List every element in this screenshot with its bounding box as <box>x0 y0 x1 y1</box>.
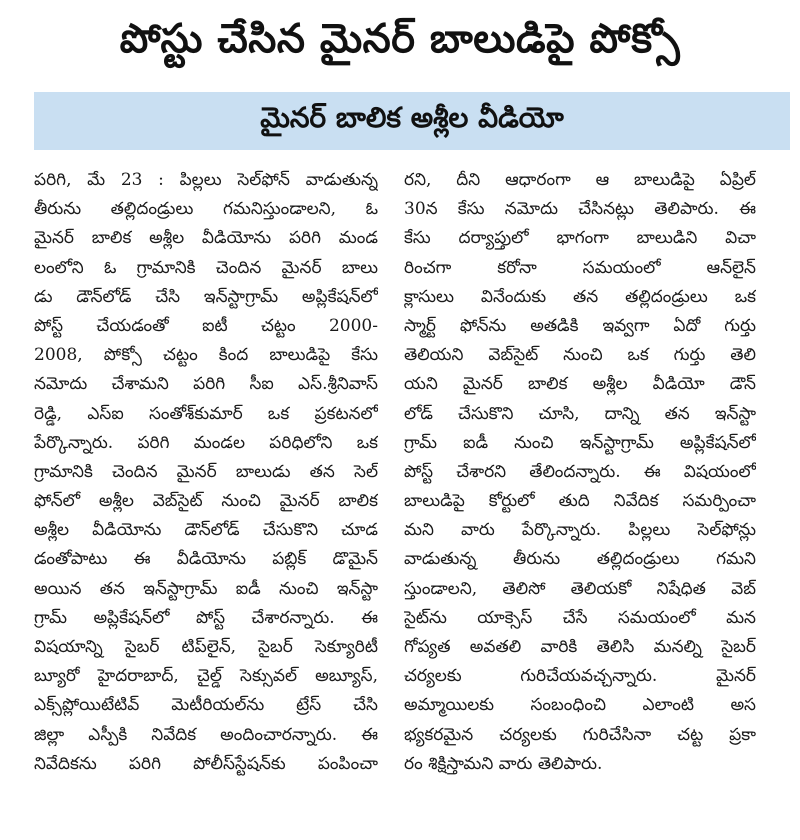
article-line: అశ్లీల వీడియోను డౌన్‌లోడ్ చేసుకొని చూడ <box>34 520 378 541</box>
article-line: సైట్‌ను యాక్సెస్ చేసే సమయంలో మన <box>404 607 756 628</box>
article-line: డంతోపాటు ఈ వీడియోను పబ్లిక్ డొమైన్ <box>34 549 378 570</box>
article-line: గ్రామ్ అప్లికేషన్‌లో పోస్ట్ చేశారన్నారు. ఈ <box>34 607 378 628</box>
article-line: రని, దీని ఆధారంగా ఆ బాలుడిపై ఏప్రిల్ <box>404 170 756 190</box>
article-line: ఫోన్‌లో అశ్లీల వెబ్‌సైట్ నుంచి మైనర్ బాలిక <box>34 491 378 512</box>
article-line: లోడ్ చేసుకొని చూసి, దాన్ని తన ఇన్‌స్టా <box>404 403 756 424</box>
article-line: 30న కేసు నమోదు చేసినట్లు తెలిపారు. ఈ <box>404 199 756 220</box>
article-line: బ్యూరో హైదరాబాద్, చైల్డ్ సెక్సువల్ అబ్యూస్, <box>34 666 378 687</box>
article-line: నివేదికను పరిగి పోలీస్‌స్టేషన్‌కు పంపించా <box>34 753 378 774</box>
article-line: పోస్ట్ చేయడంతో ఐటీ చట్టం 2000- <box>34 315 378 336</box>
article-line: రం శిక్షిస్తామని వారు తెలిపారు. <box>404 753 603 774</box>
article-column-left <box>34 166 378 836</box>
article-line: 2008, పోక్సో చట్టం కింద బాలుడిపై కేసు <box>34 345 378 366</box>
headline: పోస్టు చేసిన మైనర్ బాలుడిపై పోక్సో <box>119 16 681 62</box>
article-line: గోప్యత అవతలి వారికి తెలిసి మనల్ని సైబర్ <box>404 637 756 657</box>
article-line: యని మైనర్ బాలిక అశ్లీల వీడియో డౌన్ <box>404 374 756 395</box>
article-line: కేసు దర్యాప్తులో భాగంగా బాలుడిని విచా <box>404 228 756 249</box>
subheadline-banner <box>34 92 790 150</box>
article-line: మని వారు పేర్కొన్నారు. పిల్లలు సెల్‌ఫోన్లు <box>404 520 756 541</box>
article-line: పేర్కొన్నారు. పరిగి మండల పరిధిలోని ఒక <box>34 432 378 453</box>
article-line: నమోదు చేశామని పరిగి సీఐ ఎస్.శ్రీనివాస్ <box>34 374 378 395</box>
article-line: జిల్లా ఎస్పీకి నివేదిక అందించారన్నారు. ఈ <box>34 724 378 745</box>
article-line: తెలియని వెబ్‌సైట్ నుంచి ఒక గుర్తు తెలి <box>404 345 756 366</box>
article-line: పరిగి, మే 23 : పిల్లలు సెల్‌ఫోన్ వాడుతున్న <box>34 170 378 190</box>
article-line: స్మార్ట్ ఫోన్‌ను అతడికి ఇవ్వగా ఏదో గుర్తు <box>404 315 756 336</box>
article-line: భ్యకరమైన చర్యలకు గురిచేసినా చట్ట ప్రకా <box>404 724 756 745</box>
article-line: విషయాన్ని సైబర్ టిప్‌లైన్, సైబర్ సెక్యూరిటీ <box>34 637 378 657</box>
article-line: స్తుండాలని, తెలిసో తెలియకో నిషేధిత వెబ్ <box>404 578 756 599</box>
article-line: అమ్మాయిలకు సంబంధించి ఎలాంటి అస <box>404 695 756 716</box>
article-line: బాలుడిపై కోర్టులో తుది నివేదిక సమర్పించా <box>404 491 756 512</box>
article-line: వాడుతున్న తీరును తల్లిదండ్రులు గమని <box>404 549 756 570</box>
subheadline: మైనర్ బాలిక అశ్లీల వీడియో <box>260 101 564 134</box>
article-line: గ్రామానికి చెందిన మైనర్ బాలుడు తన సెల్ <box>34 461 378 482</box>
article-line: ఎక్స్‌ప్లోయిటేటివ్ మెటీరియల్‌ను ట్రేస్ చేసి <box>34 695 378 716</box>
article-line: గ్రామ్ ఐడీ నుంచి ఇన్‌స్టాగ్రామ్ అప్లికేషన్‌లో <box>404 432 756 453</box>
article-line: క్లాసులు వినేందుకు తన తల్లిదండ్రులు ఒక <box>404 286 756 307</box>
article-line: రెడ్డి, ఎస్ఐ సంతోశ్‌కుమార్ ఒక ప్రకటనలో <box>34 403 378 424</box>
article-line: చర్యలకు గురిచేయవచ్చన్నారు. మైనర్ <box>404 666 756 687</box>
article-line: లంలోని ఓ గ్రామానికి చెందిన మైనర్ బాలు <box>34 257 378 278</box>
article-line: మైనర్ బాలిక అశ్లీల వీడియోను పరిగి మండ <box>34 228 378 249</box>
article-line: డు డౌన్‌లోడ్ చేసి ఇన్‌స్టాగ్రామ్ అప్లికేషన్‌లో <box>34 286 378 307</box>
article-line: తీరును తల్లిదండ్రులు గమనిస్తుండాలని, ఓ <box>34 199 378 220</box>
article-line: అయిన తన ఇన్‌స్టాగ్రామ్ ఐడీ నుంచి ఇన్‌స్టా <box>34 578 378 599</box>
article-line: పోస్ట్ చేశారని తేలిందన్నారు. ఈ విషయంలో <box>404 461 756 482</box>
article-line: రించగా కరోనా సమయంలో ఆన్‌లైన్ <box>404 257 756 278</box>
article-column-right <box>404 166 756 836</box>
